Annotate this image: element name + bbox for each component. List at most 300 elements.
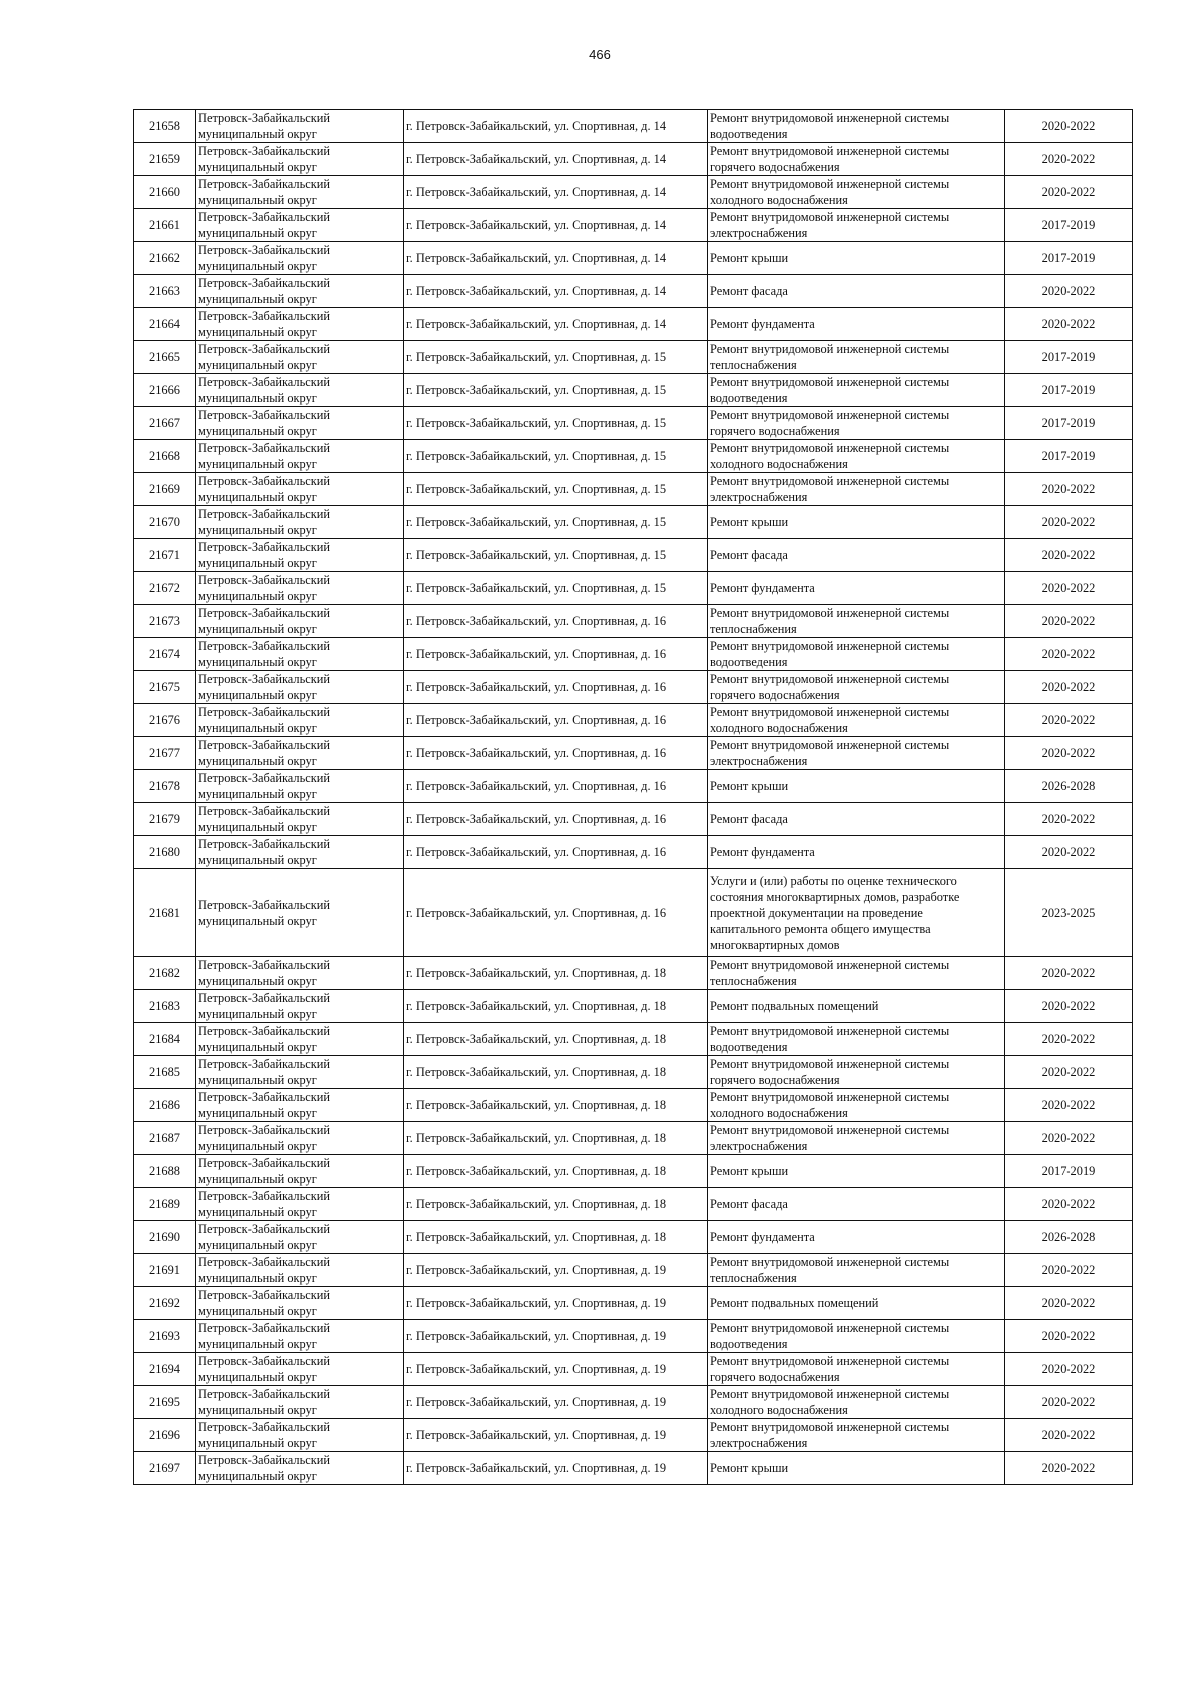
work-type-line: Ремонт внутридомовой инженерной системы	[710, 342, 950, 356]
work-type-line: Ремонт внутридомовой инженерной системы	[710, 474, 950, 488]
work-type-cell	[708, 1320, 1005, 1353]
municipality-cell	[196, 110, 404, 143]
municipality-cell	[196, 308, 404, 341]
work-type-line: Ремонт внутридомовой инженерной системы	[710, 210, 950, 224]
municipality-line: муниципальный округ	[198, 325, 317, 339]
work-type-line: Ремонт внутридомовой инженерной системы	[710, 1024, 950, 1038]
address-cell: г. Петровск-Забайкальский, ул. Спортивная, д. 19	[404, 1419, 708, 1452]
municipality-line: муниципальный округ	[198, 1436, 317, 1450]
work-type-cell	[708, 440, 1005, 473]
work-type-line: Ремонт подвальных помещений	[710, 999, 879, 1013]
municipality-line: Петровск-Забайкальский	[198, 1453, 331, 1467]
table-row	[134, 407, 1133, 440]
table-row	[134, 341, 1133, 374]
work-type-line: Услуги и (или) работы по оценке технического	[710, 873, 957, 888]
municipality-line: муниципальный округ	[198, 358, 317, 372]
municipality-line: Петровск-Забайкальский	[198, 958, 331, 972]
work-type-line: Ремонт фундамента	[710, 1230, 815, 1244]
address-cell: г. Петровск-Забайкальский, ул. Спортивная, д. 19	[404, 1452, 708, 1485]
work-type-line: Ремонт внутридомовой инженерной системы	[710, 738, 950, 752]
municipality-line: Петровск-Забайкальский	[198, 1387, 331, 1401]
municipality-line: Петровск-Забайкальский	[198, 1321, 331, 1335]
municipality-cell	[196, 605, 404, 638]
work-type-line: Ремонт фундамента	[710, 581, 815, 595]
work-type-line: многоквартирных домов	[710, 937, 840, 952]
work-type-cell	[708, 275, 1005, 308]
municipality-line: муниципальный округ	[198, 1073, 317, 1087]
municipality-line: муниципальный округ	[198, 160, 317, 174]
address-cell: г. Петровск-Забайкальский, ул. Спортивная, д. 15	[404, 539, 708, 572]
row-number-cell: 21695	[134, 1386, 196, 1419]
municipality-line: муниципальный округ	[198, 1271, 317, 1285]
municipality-cell	[196, 242, 404, 275]
work-type-cell	[708, 638, 1005, 671]
work-type-line: холодного водоснабжения	[710, 1106, 848, 1120]
row-number-cell: 21684	[134, 1023, 196, 1056]
municipality-cell	[196, 957, 404, 990]
address-cell: г. Петровск-Забайкальский, ул. Спортивная, д. 18	[404, 1056, 708, 1089]
table-row	[134, 1254, 1133, 1287]
row-number-cell: 21697	[134, 1452, 196, 1485]
address-cell: г. Петровск-Забайкальский, ул. Спортивная, д. 16	[404, 638, 708, 671]
municipality-cell	[196, 1089, 404, 1122]
work-type-line: Ремонт внутридомовой инженерной системы	[710, 144, 950, 158]
work-type-cell	[708, 1386, 1005, 1419]
municipality-cell	[196, 1287, 404, 1320]
municipality-line: муниципальный округ	[198, 292, 317, 306]
municipality-cell	[196, 1023, 404, 1056]
work-type-cell	[708, 1254, 1005, 1287]
municipality-line: Петровск-Забайкальский	[198, 837, 331, 851]
period-cell: 2017-2019	[1005, 209, 1133, 242]
address-cell: г. Петровск-Забайкальский, ул. Спортивная, д. 18	[404, 1023, 708, 1056]
row-number-cell: 21694	[134, 1353, 196, 1386]
municipality-line: муниципальный округ	[198, 1040, 317, 1054]
period-cell: 2020-2022	[1005, 737, 1133, 770]
municipality-line: муниципальный округ	[198, 556, 317, 570]
table-row	[134, 176, 1133, 209]
municipality-line: муниципальный округ	[198, 424, 317, 438]
work-type-line: теплоснабжения	[710, 622, 797, 636]
municipality-line: Петровск-Забайкальский	[198, 705, 331, 719]
period-cell: 2020-2022	[1005, 1188, 1133, 1221]
period-cell: 2017-2019	[1005, 407, 1133, 440]
period-cell: 2020-2022	[1005, 1386, 1133, 1419]
row-number-cell: 21681	[134, 869, 196, 957]
municipality-line: Петровск-Забайкальский	[198, 573, 331, 587]
work-type-line: Ремонт крыши	[710, 779, 789, 793]
work-type-cell	[708, 1122, 1005, 1155]
work-type-line: холодного водоснабжения	[710, 721, 848, 735]
period-cell: 2020-2022	[1005, 1254, 1133, 1287]
period-cell: 2020-2022	[1005, 1452, 1133, 1485]
period-cell: 2020-2022	[1005, 1419, 1133, 1452]
municipality-line: муниципальный округ	[198, 853, 317, 867]
work-type-cell	[708, 209, 1005, 242]
period-cell: 2020-2022	[1005, 836, 1133, 869]
work-type-line: электроснабжения	[710, 490, 808, 504]
period-cell: 2023-2025	[1005, 869, 1133, 957]
municipality-line: муниципальный округ	[198, 1370, 317, 1384]
municipality-line: муниципальный округ	[198, 622, 317, 636]
municipality-cell	[196, 209, 404, 242]
address-cell: г. Петровск-Забайкальский, ул. Спортивная, д. 18	[404, 1188, 708, 1221]
address-cell: г. Петровск-Забайкальский, ул. Спортивная, д. 14	[404, 110, 708, 143]
address-cell: г. Петровск-Забайкальский, ул. Спортивная, д. 14	[404, 143, 708, 176]
work-type-cell	[708, 341, 1005, 374]
table-row	[134, 605, 1133, 638]
municipality-cell	[196, 374, 404, 407]
municipality-cell	[196, 1386, 404, 1419]
work-type-cell	[708, 176, 1005, 209]
work-type-line: холодного водоснабжения	[710, 457, 848, 471]
municipality-line: муниципальный округ	[198, 226, 317, 240]
row-number-cell: 21679	[134, 803, 196, 836]
period-cell: 2020-2022	[1005, 1122, 1133, 1155]
municipality-line: Петровск-Забайкальский	[198, 474, 331, 488]
address-cell: г. Петровск-Забайкальский, ул. Спортивная, д. 19	[404, 1386, 708, 1419]
work-type-cell	[708, 1188, 1005, 1221]
municipality-line: Петровск-Забайкальский	[198, 738, 331, 752]
row-number-cell: 21686	[134, 1089, 196, 1122]
municipality-line: Петровск-Забайкальский	[198, 991, 331, 1005]
period-cell: 2026-2028	[1005, 770, 1133, 803]
period-cell: 2020-2022	[1005, 1089, 1133, 1122]
municipality-cell	[196, 1320, 404, 1353]
municipality-line: муниципальный округ	[198, 1139, 317, 1153]
work-type-cell	[708, 473, 1005, 506]
table-row	[134, 704, 1133, 737]
table-row	[134, 1188, 1133, 1221]
period-cell: 2017-2019	[1005, 341, 1133, 374]
work-type-line: состояния многоквартирных домов, разработке	[710, 889, 960, 904]
period-cell: 2017-2019	[1005, 440, 1133, 473]
work-type-cell	[708, 1155, 1005, 1188]
work-type-line: Ремонт внутридомовой инженерной системы	[710, 177, 950, 191]
table-row	[134, 836, 1133, 869]
municipality-line: муниципальный округ	[198, 1469, 317, 1483]
period-cell: 2020-2022	[1005, 1320, 1133, 1353]
row-number-cell: 21683	[134, 990, 196, 1023]
municipality-cell	[196, 473, 404, 506]
municipality-cell	[196, 1419, 404, 1452]
work-type-line: Ремонт фасада	[710, 284, 788, 298]
registry-table	[133, 109, 1133, 1485]
work-type-cell	[708, 506, 1005, 539]
table-row	[134, 242, 1133, 275]
work-type-line: Ремонт крыши	[710, 1461, 789, 1475]
row-number-cell: 21691	[134, 1254, 196, 1287]
period-cell: 2017-2019	[1005, 1155, 1133, 1188]
table-row	[134, 869, 1133, 957]
work-type-line: теплоснабжения	[710, 1271, 797, 1285]
period-cell: 2020-2022	[1005, 803, 1133, 836]
table-row	[134, 275, 1133, 308]
municipality-line: Петровск-Забайкальский	[198, 111, 331, 125]
municipality-line: муниципальный округ	[198, 754, 317, 768]
table-row	[134, 440, 1133, 473]
municipality-line: Петровск-Забайкальский	[198, 441, 331, 455]
work-type-cell	[708, 242, 1005, 275]
row-number-cell: 21664	[134, 308, 196, 341]
work-type-line: электроснабжения	[710, 226, 808, 240]
period-cell: 2020-2022	[1005, 704, 1133, 737]
address-cell: г. Петровск-Забайкальский, ул. Спортивная, д. 15	[404, 341, 708, 374]
municipality-line: Петровск-Забайкальский	[198, 309, 331, 323]
work-type-cell	[708, 803, 1005, 836]
registry-table-body	[134, 110, 1133, 1485]
municipality-line: Петровск-Забайкальский	[198, 606, 331, 620]
table-row	[134, 990, 1133, 1023]
period-cell: 2020-2022	[1005, 110, 1133, 143]
municipality-line: Петровск-Забайкальский	[198, 342, 331, 356]
table-row	[134, 1056, 1133, 1089]
work-type-line: электроснабжения	[710, 754, 808, 768]
table-row	[134, 1089, 1133, 1122]
period-cell: 2020-2022	[1005, 143, 1133, 176]
address-cell: г. Петровск-Забайкальский, ул. Спортивная, д. 15	[404, 440, 708, 473]
row-number-cell: 21663	[134, 275, 196, 308]
work-type-cell	[708, 605, 1005, 638]
work-type-line: Ремонт фасада	[710, 1197, 788, 1211]
municipality-cell	[196, 803, 404, 836]
table-row	[134, 209, 1133, 242]
municipality-line: Петровск-Забайкальский	[198, 210, 331, 224]
work-type-line: Ремонт внутридомовой инженерной системы	[710, 1057, 950, 1071]
row-number-cell: 21672	[134, 572, 196, 605]
row-number-cell: 21659	[134, 143, 196, 176]
work-type-line: электроснабжения	[710, 1436, 808, 1450]
municipality-line: муниципальный округ	[198, 1205, 317, 1219]
municipality-line: Петровск-Забайкальский	[198, 1123, 331, 1137]
work-type-line: Ремонт внутридомовой инженерной системы	[710, 606, 950, 620]
table-row	[134, 638, 1133, 671]
municipality-line: Петровск-Забайкальский	[198, 639, 331, 653]
period-cell: 2020-2022	[1005, 1023, 1133, 1056]
table-row	[134, 957, 1133, 990]
work-type-cell	[708, 671, 1005, 704]
municipality-line: муниципальный округ	[198, 589, 317, 603]
work-type-line: холодного водоснабжения	[710, 1403, 848, 1417]
work-type-line: теплоснабжения	[710, 358, 797, 372]
table-row	[134, 1353, 1133, 1386]
work-type-line: Ремонт внутридомовой инженерной системы	[710, 1255, 950, 1269]
work-type-line: Ремонт внутридомовой инженерной системы	[710, 1387, 950, 1401]
address-cell: г. Петровск-Забайкальский, ул. Спортивная, д. 18	[404, 1155, 708, 1188]
period-cell: 2020-2022	[1005, 275, 1133, 308]
work-type-line: Ремонт внутридомовой инженерной системы	[710, 1420, 950, 1434]
row-number-cell: 21678	[134, 770, 196, 803]
table-row	[134, 1287, 1133, 1320]
municipality-cell	[196, 1452, 404, 1485]
work-type-cell	[708, 990, 1005, 1023]
work-type-line: водоотведения	[710, 127, 788, 141]
work-type-line: Ремонт внутридомовой инженерной системы	[710, 1321, 950, 1335]
municipality-line: Петровск-Забайкальский	[198, 1189, 331, 1203]
address-cell: г. Петровск-Забайкальский, ул. Спортивная, д. 16	[404, 869, 708, 957]
table-row	[134, 1221, 1133, 1254]
table-row	[134, 374, 1133, 407]
municipality-line: Петровск-Забайкальский	[198, 1057, 331, 1071]
table-row	[134, 539, 1133, 572]
row-number-cell: 21688	[134, 1155, 196, 1188]
row-number-cell: 21660	[134, 176, 196, 209]
work-type-line: Ремонт внутридомовой инженерной системы	[710, 672, 950, 686]
work-type-cell	[708, 1089, 1005, 1122]
work-type-line: Ремонт крыши	[710, 251, 789, 265]
municipality-line: муниципальный округ	[198, 721, 317, 735]
table-row	[134, 671, 1133, 704]
address-cell: г. Петровск-Забайкальский, ул. Спортивная, д. 14	[404, 242, 708, 275]
municipality-line: Петровск-Забайкальский	[198, 507, 331, 521]
period-cell: 2020-2022	[1005, 572, 1133, 605]
row-number-cell: 21673	[134, 605, 196, 638]
municipality-line: муниципальный округ	[198, 787, 317, 801]
municipality-cell	[196, 671, 404, 704]
municipality-line: Петровск-Забайкальский	[198, 1222, 331, 1236]
row-number-cell: 21671	[134, 539, 196, 572]
municipality-cell	[196, 737, 404, 770]
address-cell: г. Петровск-Забайкальский, ул. Спортивная, д. 19	[404, 1254, 708, 1287]
address-cell: г. Петровск-Забайкальский, ул. Спортивная, д. 19	[404, 1287, 708, 1320]
municipality-line: муниципальный округ	[198, 655, 317, 669]
municipality-line: Петровск-Забайкальский	[198, 1090, 331, 1104]
table-row	[134, 1386, 1133, 1419]
address-cell: г. Петровск-Забайкальский, ул. Спортивная, д. 14	[404, 308, 708, 341]
row-number-cell: 21665	[134, 341, 196, 374]
municipality-line: муниципальный округ	[198, 1172, 317, 1186]
municipality-cell	[196, 1221, 404, 1254]
municipality-line: Петровск-Забайкальский	[198, 144, 331, 158]
work-type-line: Ремонт крыши	[710, 1164, 789, 1178]
address-cell: г. Петровск-Забайкальский, ул. Спортивная, д. 15	[404, 473, 708, 506]
row-number-cell: 21662	[134, 242, 196, 275]
address-cell: г. Петровск-Забайкальский, ул. Спортивная, д. 15	[404, 506, 708, 539]
municipality-line: муниципальный округ	[198, 193, 317, 207]
work-type-line: холодного водоснабжения	[710, 193, 848, 207]
work-type-line: капитального ремонта общего имущества	[710, 921, 931, 936]
address-cell: г. Петровск-Забайкальский, ул. Спортивная, д. 18	[404, 990, 708, 1023]
table-row	[134, 143, 1133, 176]
table-row	[134, 1122, 1133, 1155]
address-cell: г. Петровск-Забайкальский, ул. Спортивная, д. 14	[404, 209, 708, 242]
table-row	[134, 110, 1133, 143]
municipality-line: муниципальный округ	[198, 1304, 317, 1318]
work-type-line: Ремонт внутридомовой инженерной системы	[710, 111, 950, 125]
row-number-cell: 21661	[134, 209, 196, 242]
table-row	[134, 770, 1133, 803]
municipality-line: Петровск-Забайкальский	[198, 177, 331, 191]
address-cell: г. Петровск-Забайкальский, ул. Спортивная, д. 16	[404, 605, 708, 638]
address-cell: г. Петровск-Забайкальский, ул. Спортивная, д. 18	[404, 1122, 708, 1155]
municipality-line: Петровск-Забайкальский	[198, 276, 331, 290]
period-cell: 2020-2022	[1005, 539, 1133, 572]
row-number-cell: 21676	[134, 704, 196, 737]
row-number-cell: 21689	[134, 1188, 196, 1221]
row-number-cell: 21669	[134, 473, 196, 506]
work-type-line: Ремонт внутридомовой инженерной системы	[710, 1123, 950, 1137]
address-cell: г. Петровск-Забайкальский, ул. Спортивная, д. 16	[404, 803, 708, 836]
table-row	[134, 1320, 1133, 1353]
municipality-line: Петровск-Забайкальский	[198, 1288, 331, 1302]
work-type-line: Ремонт крыши	[710, 515, 789, 529]
municipality-line: Петровск-Забайкальский	[198, 672, 331, 686]
municipality-line: Петровск-Забайкальский	[198, 771, 331, 785]
period-cell: 2020-2022	[1005, 176, 1133, 209]
table-row	[134, 572, 1133, 605]
work-type-cell	[708, 1056, 1005, 1089]
work-type-cell	[708, 770, 1005, 803]
row-number-cell: 21682	[134, 957, 196, 990]
work-type-line: Ремонт фасада	[710, 812, 788, 826]
work-type-line: водоотведения	[710, 655, 788, 669]
work-type-line: горячего водоснабжения	[710, 688, 840, 702]
table-row	[134, 473, 1133, 506]
work-type-cell	[708, 110, 1005, 143]
table-row	[134, 1452, 1133, 1485]
municipality-cell	[196, 1353, 404, 1386]
address-cell: г. Петровск-Забайкальский, ул. Спортивная, д. 18	[404, 957, 708, 990]
municipality-cell	[196, 1188, 404, 1221]
municipality-line: муниципальный округ	[198, 523, 317, 537]
work-type-line: Ремонт внутридомовой инженерной системы	[710, 375, 950, 389]
work-type-cell	[708, 143, 1005, 176]
municipality-cell	[196, 275, 404, 308]
period-cell: 2020-2022	[1005, 506, 1133, 539]
municipality-line: Петровск-Забайкальский	[198, 408, 331, 422]
period-cell: 2020-2022	[1005, 1287, 1133, 1320]
work-type-cell	[708, 374, 1005, 407]
municipality-line: муниципальный округ	[198, 1403, 317, 1417]
row-number-cell: 21658	[134, 110, 196, 143]
work-type-line: горячего водоснабжения	[710, 1073, 840, 1087]
table-row	[134, 1419, 1133, 1452]
work-type-cell	[708, 1221, 1005, 1254]
municipality-cell	[196, 1254, 404, 1287]
work-type-line: Ремонт внутридомовой инженерной системы	[710, 408, 950, 422]
row-number-cell: 21674	[134, 638, 196, 671]
table-row	[134, 737, 1133, 770]
municipality-line: муниципальный округ	[198, 1106, 317, 1120]
municipality-cell	[196, 176, 404, 209]
period-cell: 2020-2022	[1005, 957, 1133, 990]
row-number-cell: 21690	[134, 1221, 196, 1254]
address-cell: г. Петровск-Забайкальский, ул. Спортивная, д. 18	[404, 1221, 708, 1254]
period-cell: 2020-2022	[1005, 605, 1133, 638]
address-cell: г. Петровск-Забайкальский, ул. Спортивная, д. 15	[404, 374, 708, 407]
municipality-cell	[196, 407, 404, 440]
work-type-line: проектной документации на проведение	[710, 905, 923, 920]
address-cell: г. Петровск-Забайкальский, ул. Спортивная, д. 19	[404, 1353, 708, 1386]
address-cell: г. Петровск-Забайкальский, ул. Спортивная, д. 18	[404, 1089, 708, 1122]
address-cell: г. Петровск-Забайкальский, ул. Спортивная, д. 16	[404, 836, 708, 869]
work-type-line: Ремонт внутридомовой инженерной системы	[710, 1354, 950, 1368]
row-number-cell: 21670	[134, 506, 196, 539]
municipality-cell	[196, 572, 404, 605]
period-cell: 2017-2019	[1005, 242, 1133, 275]
period-cell: 2017-2019	[1005, 374, 1133, 407]
work-type-line: Ремонт внутридомовой инженерной системы	[710, 958, 950, 972]
row-number-cell: 21668	[134, 440, 196, 473]
municipality-line: муниципальный округ	[198, 820, 317, 834]
period-cell: 2020-2022	[1005, 990, 1133, 1023]
work-type-line: Ремонт фундамента	[710, 317, 815, 331]
work-type-line: горячего водоснабжения	[710, 160, 840, 174]
table-row	[134, 506, 1133, 539]
work-type-line: электроснабжения	[710, 1139, 808, 1153]
row-number-cell: 21675	[134, 671, 196, 704]
municipality-line: муниципальный округ	[198, 1007, 317, 1021]
